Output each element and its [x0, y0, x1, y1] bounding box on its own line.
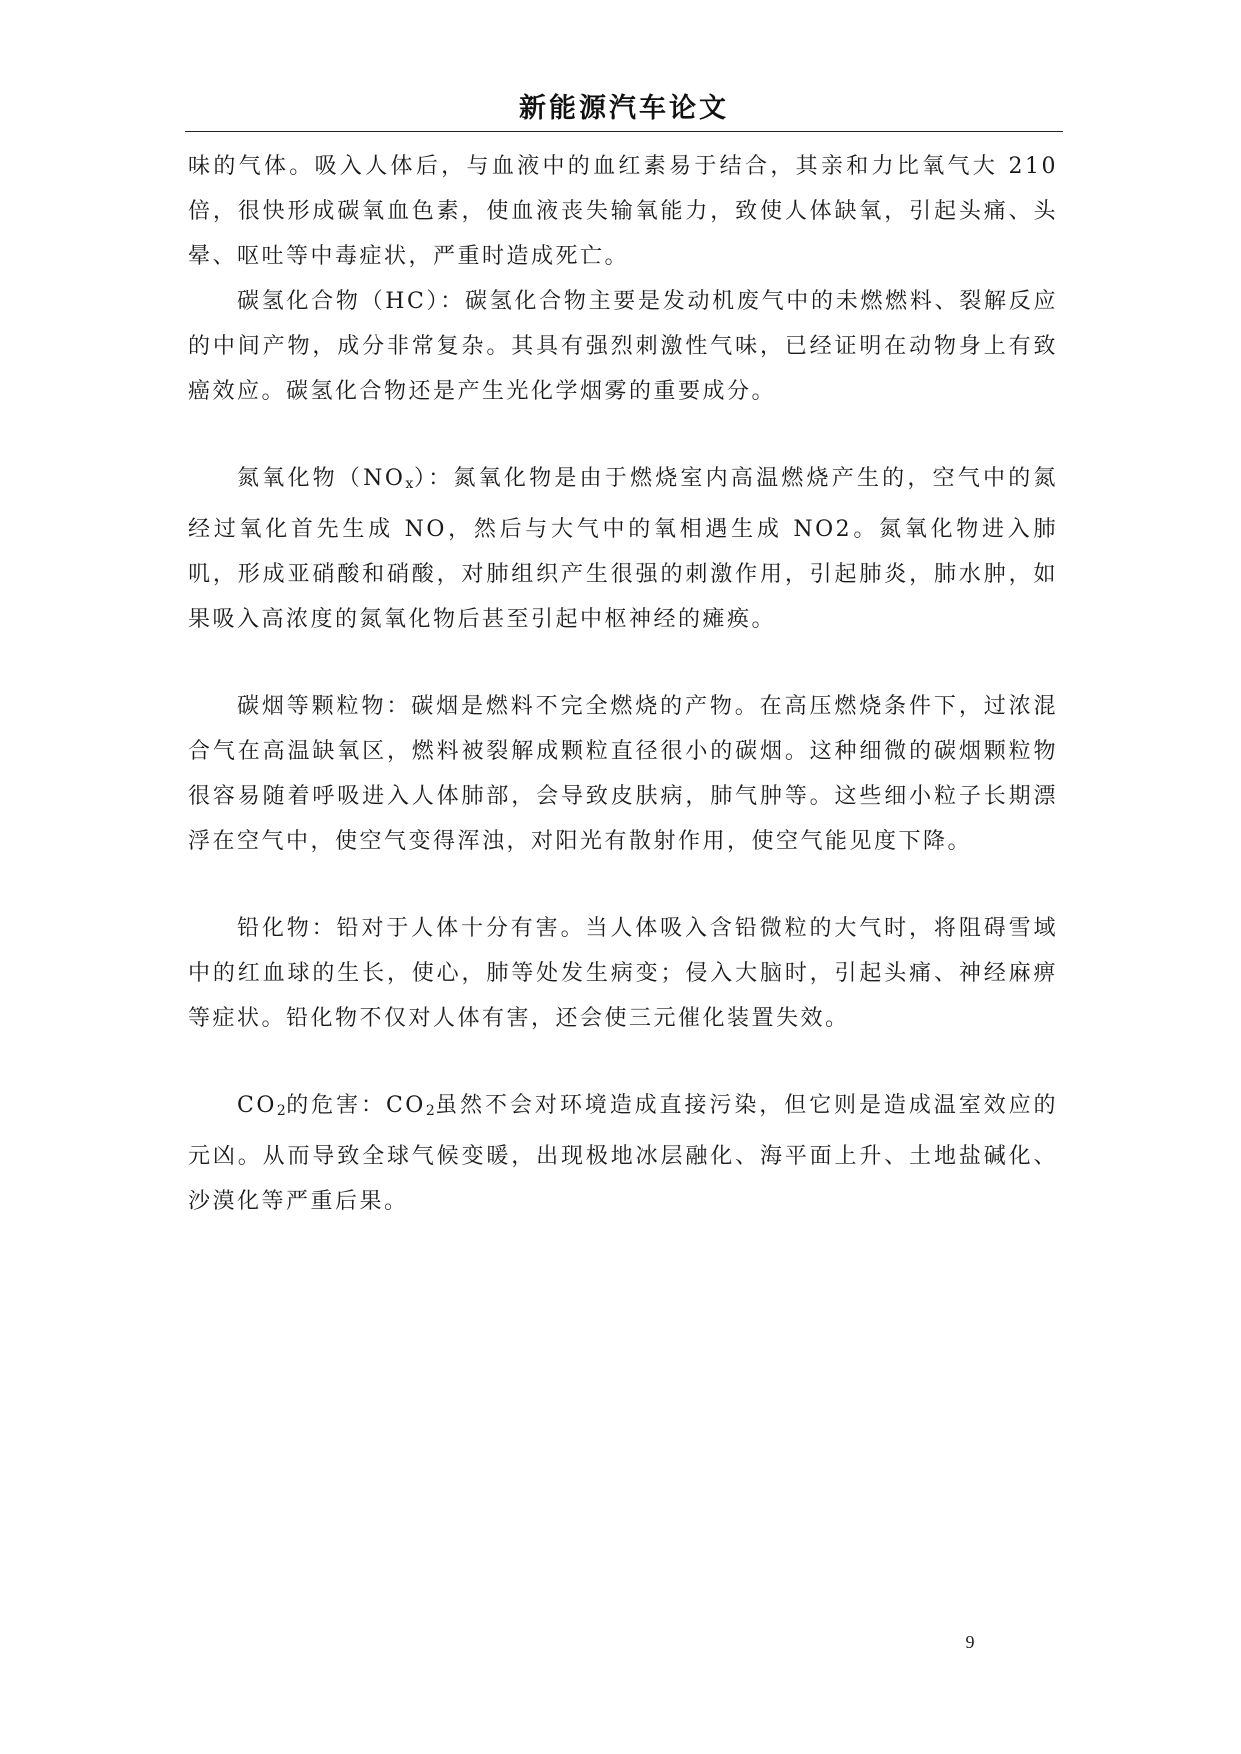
co2-text-rest: 虽然不会对环境造成直接污染，但它则是造成温室效应的元凶。从而导致全球气候变暖，出现极地冰层融化、海平面上升、土地盐碱化、沙漠化等严重后果。 — [188, 1093, 1058, 1214]
paragraph-nitrogen-oxides — [188, 456, 1058, 642]
co2-subscript: 2 — [276, 1103, 286, 1119]
paragraph-co-continued: 味的气体。吸入人体后，与血液中的血红素易于结合，其亲和力比氧气大 210 倍，很快形成碳氧血色素，使血液丧失输氧能力，致使人体缺氧，引起头痛、头晕、呕吐等中毒症状，严重时造成死亡。 — [188, 154, 1058, 269]
nox-subscript: x — [405, 476, 414, 492]
co2-label: CO — [237, 1093, 277, 1118]
paragraph-gap — [188, 414, 1058, 456]
paragraph-hydrocarbons: 碳氢化合物（HC）：碳氢化合物主要是发动机废气中的未燃燃料、裂解反应的中间产物，成分非常复杂。其具有强烈刺激性气味，已经证明在动物身上有致癌效应。碳氢化合物还是产生光化学烟雾的重要成分。 — [188, 289, 1058, 404]
paragraph-soot-particles: 碳烟等颗粒物：碳烟是燃料不完全燃烧的产物。在高压燃烧条件下，过浓混合气在高温缺氧区，燃料被裂解成颗粒直径很小的碳烟。这种细微的碳烟颗粒物很容易随着呼吸进入人体肺部，会导致皮肤病，肺气肿等。这些细小粒子长期漂浮在空气中，使空气变得浑浊，对阳光有散射作用，使空气能见度下降。 — [188, 694, 1058, 854]
document-title: 新能源汽车论文 — [519, 93, 729, 124]
nox-text-rest: ）：氮氧化物是由于燃烧室内高温燃烧产生的，空气中的氮经过氧化首先生成 NO，然后与大气中的氧相遇生成 NO2。氮氧化物进入肺叽，形成亚硝酸和硝酸，对肺组织产生很强的刺激作用，引起肺炎，肺水肿，如果吸入高浓度的氮氧化物后甚至引起中枢神经的瘫痪。 — [188, 466, 1058, 632]
header-divider — [185, 131, 1063, 132]
paragraph-gap — [188, 1041, 1058, 1083]
paragraph-co2-hazards — [188, 1083, 1058, 1224]
body-text — [188, 144, 1058, 1224]
co2-subscript: 2 — [425, 1103, 435, 1119]
paragraph-gap — [188, 642, 1058, 684]
co2-text-mid: 的危害：CO — [285, 1093, 426, 1118]
page-number: 9 — [965, 1632, 975, 1652]
paragraph-lead-compounds: 铅化物：铅对于人体十分有害。当人体吸入含铅微粒的大气时，将阻碍雪域中的红血球的生长，使心，肺等处发生病变；侵入大脑时，引起头痛、神经麻痹等症状。铅化物不仅对人体有害，还会使三元催化装置失效。 — [188, 916, 1058, 1031]
nox-text-start: 氮氧化物（NO — [237, 466, 406, 491]
paragraph-gap — [188, 864, 1058, 906]
page-header — [185, 88, 1063, 130]
